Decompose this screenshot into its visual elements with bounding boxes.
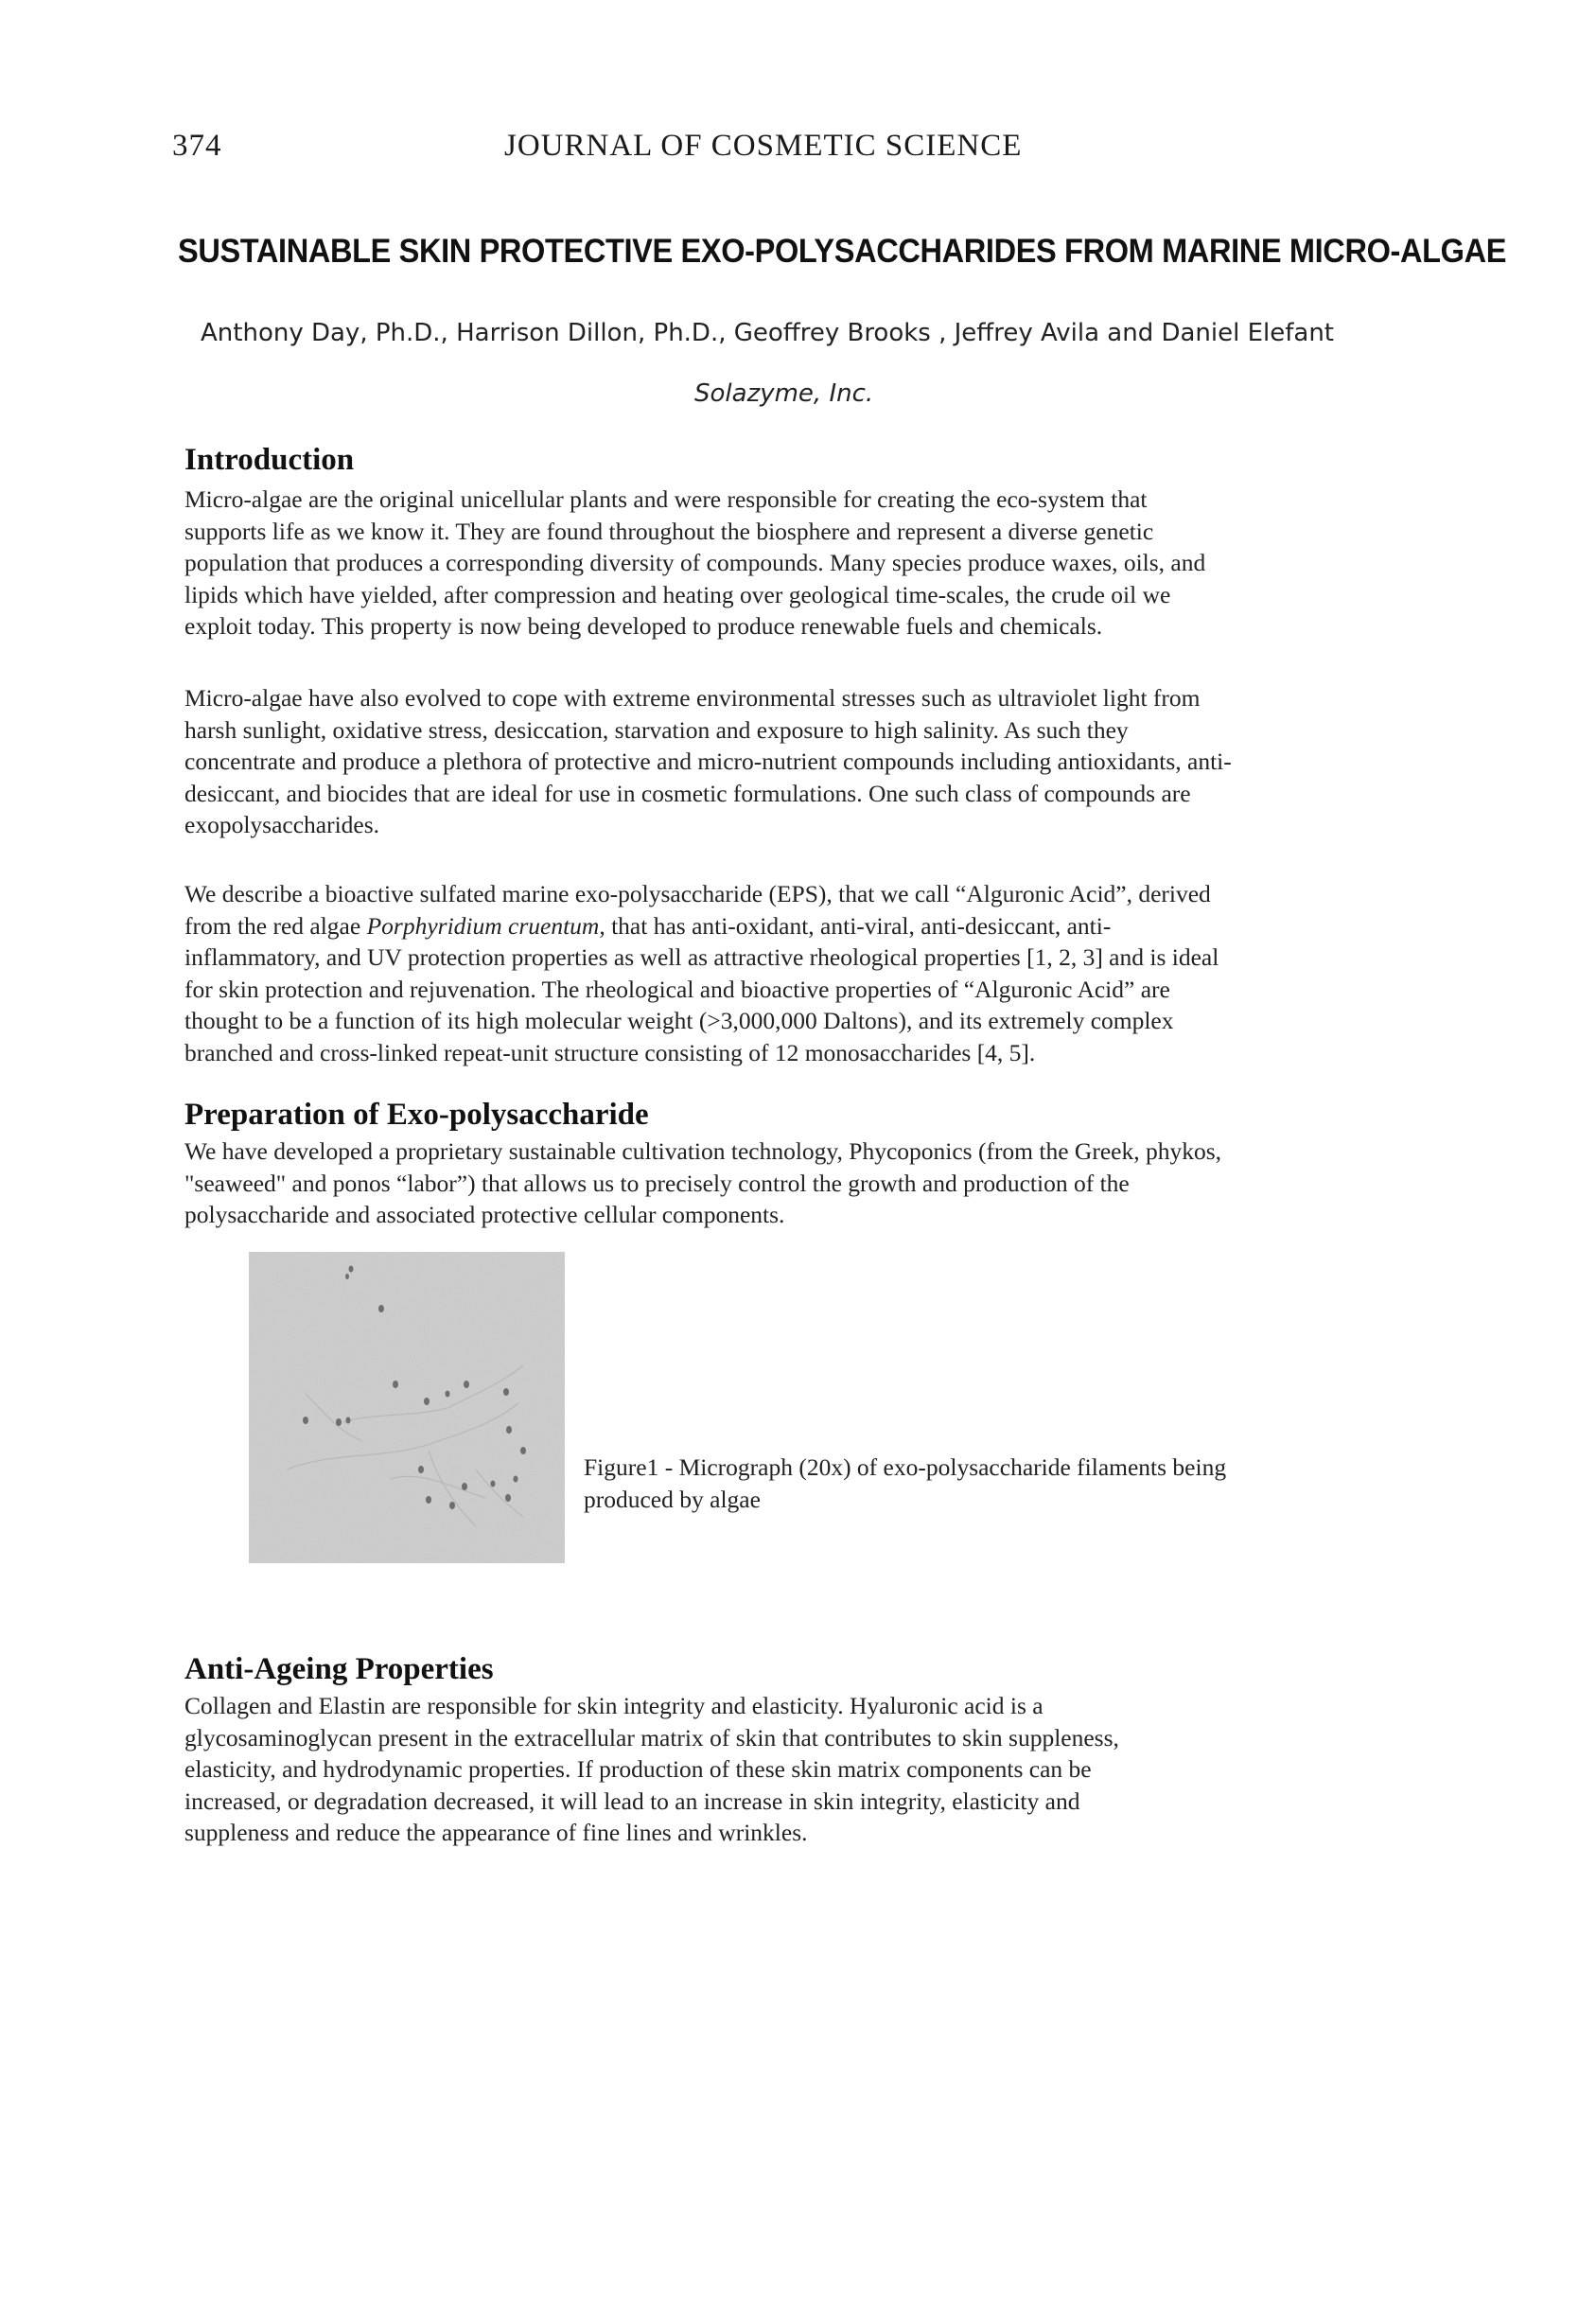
text-line: supports life as we know it. They are found throughout the biosphere and represent a diverse genetic (184, 517, 1154, 545)
text-line: inflammatory, and UV protection properties as well as attractive rheological properties [1, 2, 3] and is ideal (184, 943, 1219, 971)
text-line: Micro-algae are the original unicellular plants and were responsible for creating the eco-system that (184, 485, 1148, 513)
introduction-paragraph-2 (184, 682, 1414, 841)
text-line: thought to be a function of its high molecular weight (>3,000,000 Daltons), and its extremely complex (184, 1007, 1174, 1034)
text-line: harsh sunlight, oxidative stress, desiccation, starvation and exposure to high salinity. As such they (184, 715, 1129, 744)
text-line: Collagen and Elastin are responsible for skin integrity and elasticity. Hyaluronic acid is a (184, 1692, 1044, 1719)
page-number: 374 (172, 129, 222, 163)
text-fragment: that has anti-oxidant, anti-viral, anti-desiccant, anti- (605, 911, 1112, 940)
text-line: desiccant, and biocides that are ideal for use in cosmetic formulations. One such class of compounds are (184, 779, 1191, 807)
text-fragment: from the red algae (184, 911, 367, 940)
species-name: Porphyridium cruentum, (366, 911, 605, 940)
text-line: elasticity, and hydrodynamic properties. If production of these skin matrix components can be (184, 1755, 1092, 1783)
figure-caption (584, 1452, 1341, 1515)
text-line: glycosaminoglycan present in the extracellular matrix of skin that contributes to skin suppleness, (184, 1723, 1119, 1752)
text-line: suppleness and reduce the appearance of fine lines and wrinkles. (184, 1819, 808, 1846)
text-line: branched and cross-linked repeat-unit structure consisting of 12 monosaccharides [4, 5]. (184, 1038, 1036, 1066)
text-line: produced by algae (584, 1485, 761, 1513)
text-line: We describe a bioactive sulfated marine exo-polysaccharide (EPS), that we call “Alguronic Acid”, derived (184, 880, 1211, 907)
text-line: population that produces a corresponding diversity of compounds. Many species produce waxes, oils, and (184, 549, 1206, 576)
text-line: Figure1 - Micrograph (20x) of exo-polysaccharide filaments being (584, 1453, 1227, 1481)
text-line: for skin protection and rejuvenation. The rheological and bioactive properties of “Alguronic Acid” are (184, 975, 1170, 1003)
introduction-paragraph-1 (184, 484, 1414, 643)
running-header (172, 129, 1402, 174)
text-line: exploit today. This property is now being developed to produce renewable fuels and chemicals. (184, 612, 1103, 640)
introduction-paragraph-3 (184, 878, 1414, 1068)
text-line: polysaccharide and associated protective cellular components. (184, 1201, 785, 1228)
text-line: "seaweed" and ponos “labor”) that allows us to precisely control the growth and production of the (184, 1169, 1130, 1197)
text-line: concentrate and produce a plethora of protective and micro-nutrient compounds including antioxidants, anti- (184, 748, 1232, 775)
text-line (184, 910, 1414, 942)
preparation-heading: Preparation of Exo-polysaccharide (184, 1098, 649, 1132)
affiliation: Solazyme, Inc. (694, 379, 874, 408)
text-line: lipids which have yielded, after compression and heating over geological time-scales, the crude oil we (184, 580, 1171, 608)
anti-ageing-heading: Anti-Ageing Properties (184, 1652, 494, 1686)
preparation-paragraph (184, 1135, 1414, 1231)
text-line: Micro-algae have also evolved to cope with extreme environmental stresses such as ultraviolet light from (184, 684, 1201, 712)
text-line: exopolysaccharides. (184, 811, 380, 838)
author-list: Anthony Day, Ph.D., Harrison Dillon, Ph.D., Geoffrey Brooks , Jeffrey Avila and Daniel Elefant (201, 319, 1335, 347)
micrograph-figure (249, 1252, 565, 1563)
text-line: We have developed a proprietary sustainable cultivation technology, Phycoponics (from the Greek, phykos, (184, 1137, 1222, 1165)
journal-title: JOURNAL OF COSMETIC SCIENCE (504, 129, 1023, 163)
text-line: increased, or degradation decreased, it will lead to an increase in skin integrity, elasticity and (184, 1787, 1080, 1815)
paper-title: SUSTAINABLE SKIN PROTECTIVE EXO-POLYSACCHARIDES FROM MARINE MICRO-ALGAE (178, 233, 1507, 270)
introduction-heading: Introduction (184, 443, 355, 477)
anti-ageing-paragraph (184, 1690, 1414, 1849)
